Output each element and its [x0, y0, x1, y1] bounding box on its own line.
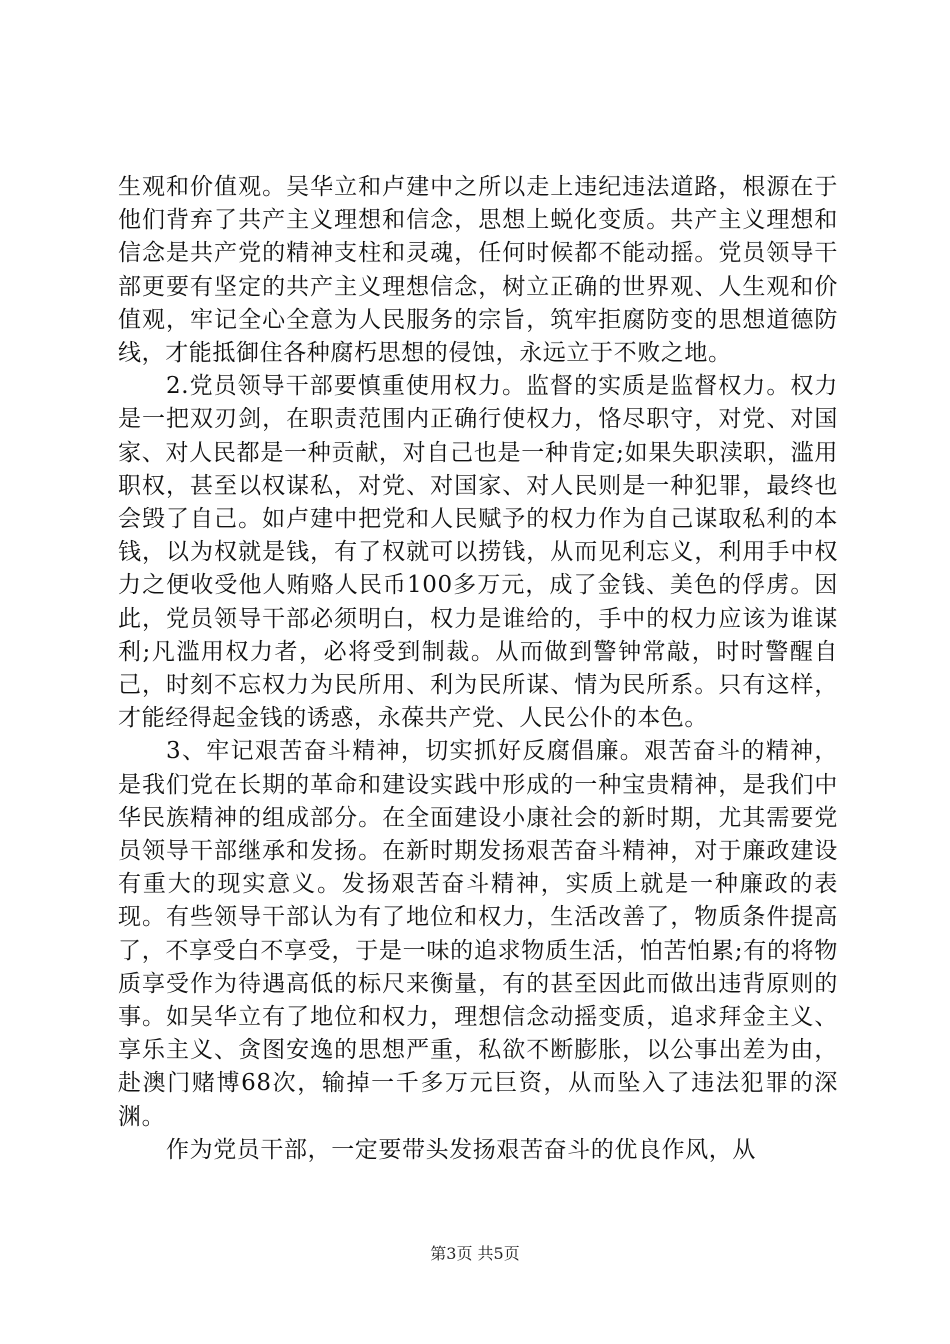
- document-body: [118, 171, 838, 1167]
- page-number-footer: 第3页 共5页: [430, 1244, 520, 1263]
- paragraph-3: 3、牢记艰苦奋斗精神，切实抓好反腐倡廉。艰苦奋斗的精神，是我们党在长期的革命和建设实践中形成的一种宝贵精神，是我们中华民族精神的组成部分。在全面建设小康社会的新时期，尤其需要党员领导干部继承和发扬。在新时期发扬艰苦奋斗精神，对于廉政建设有重大的现实意义。发扬艰苦奋斗精神，实质上就是一种廉政的表现。有些领导干部认为有了地位和权力，生活改善了，物质条件提高了，不享受白不享受，于是一味的追求物质生活，怕苦怕累;有的将物质享受作为待遇高低的标尺来衡量，有的甚至因此而做出违背原则的事。如吴华立有了地位和权力，理想信念动摇变质，追求拜金主义、享乐主义、贪图安逸的思想严重，私欲不断膨胀，以公事出差为由，赴澳门赌博68次，输掉一千多万元巨资，从而坠入了违法犯罪的深渊。: [118, 738, 838, 1130]
- paragraph-2: 2.党员领导干部要慎重使用权力。监督的实质是监督权力。权力是一把双刃剑，在职责范围内正确行使权力，恪尽职守，对党、对国家、对人民都是一种贡献，对自己也是一种肯定;如果失职渎职，滥用职权，甚至以权谋私，对党、对国家、对人民则是一种犯罪，最终也会毁了自己。如卢建中把党和人民赋予的权力作为自己谋取私利的本钱，以为权就是钱，有了权就可以捞钱，从而见利忘义，利用手中权力之便收受他人贿赂人民币100多万元，成了金钱、美色的俘虏。因此，党员领导干部必须明白，权力是谁给的，手中的权力应该为谁谋利;凡滥用权力者，必将受到制裁。从而做到警钟常敲，时时警醒自己，时刻不忘权力为民所用、利为民所谋、情为民所系。只有这样，才能经得起金钱的诱惑，永葆共产党、人民公仆的本色。: [118, 373, 838, 732]
- paragraph-1: 生观和价值观。吴华立和卢建中之所以走上违纪违法道路，根源在于他们背弃了共产主义理想和信念，思想上蜕化变质。共产主义理想和信念是共产党的精神支柱和灵魂，任何时候都不能动摇。党员领导干部更要有坚定的共产主义理想信念，树立正确的世界观、人生观和价值观，牢记全心全意为人民服务的宗旨，筑牢拒腐防变的思想道德防线，才能抵御住各种腐朽思想的侵蚀，永远立于不败之地。: [118, 174, 838, 367]
- paragraph-4: 作为党员干部，一定要带头发扬艰苦奋斗的优良作风，从: [166, 1136, 756, 1163]
